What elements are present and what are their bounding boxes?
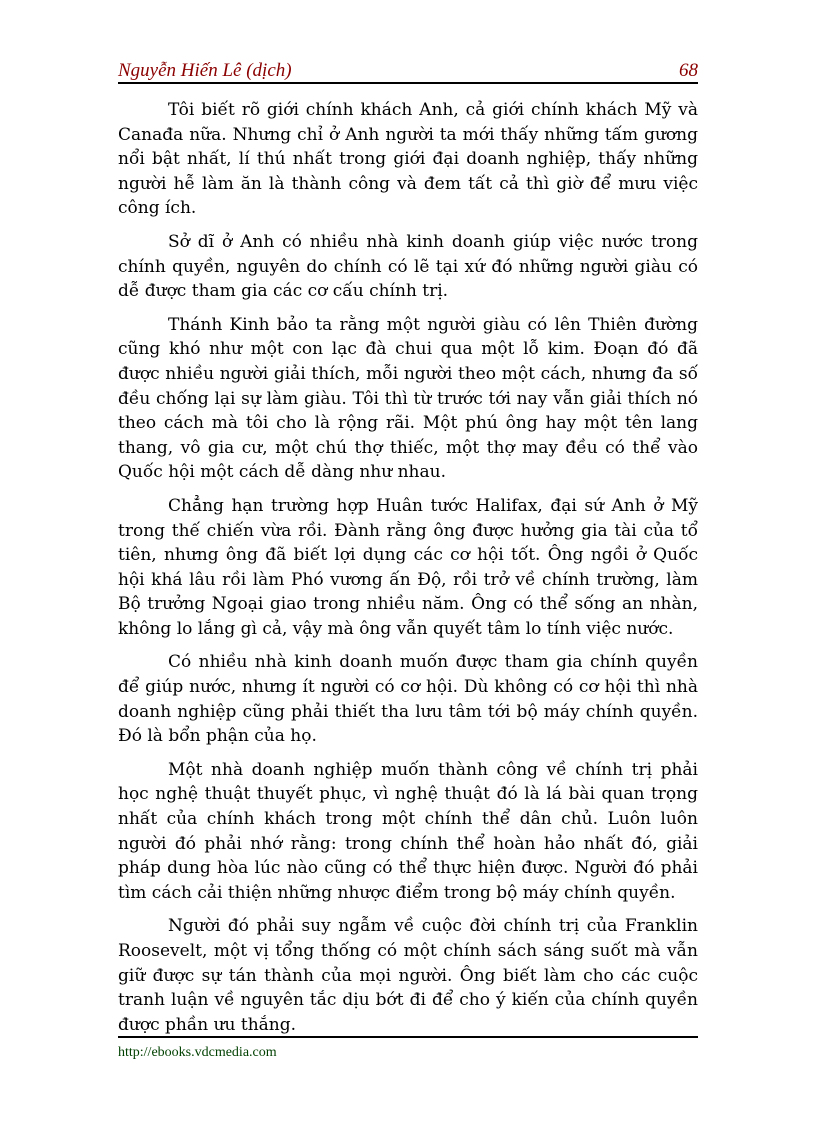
page-number: 68 [679, 60, 698, 81]
paragraph: Có nhiều nhà kinh doanh muốn được tham gia chính quyền để giúp nước, nhưng ít người có cơ hội. Dù không có cơ hội thì nhà doanh nghiệp cũng phải thiết tha lưu tâm tới bộ máy chính quyền. Đó là bổn phận của họ. [118, 652, 698, 747]
header-author: Nguyễn Hiến Lê (dịch) [118, 60, 292, 81]
footer-link[interactable]: http://ebooks.vdcmedia.com [118, 1045, 277, 1060]
paragraph: Sở dĩ ở Anh có nhiều nhà kinh doanh giúp việc nước trong chính quyền, nguyên do chính có lẽ tại xứ đó những người giàu có dễ được tham gia các cơ cấu chính trị. [118, 231, 698, 302]
page-header [118, 58, 698, 84]
paragraph: Chẳng hạn trường hợp Huân tước Halifax, đại sứ Anh ở Mỹ trong thế chiến vừa rồi. Đành rằng ông được hưởng gia tài của tổ tiên, nhưng ông đã biết lợi dụng các cơ hội tốt. Ông ngồi ở Quốc hội khá lâu rồi làm Phó vương ấn Độ, rồi trở về chính trường, làm Bộ trưởng Ngoại giao trong nhiều năm. Ông có thể sống an nhàn, không lo lắng gì cả, vậy mà ông vẫn quyết tâm lo tính việc nước. [118, 495, 698, 639]
paragraph: Tôi biết rõ giới chính khách Anh, cả giới chính khách Mỹ và Canađa nữa. Nhưng chỉ ở Anh người ta mới thấy những tấm gương nổi bật nhất, lí thú nhất trong giới đại doanh nghiệp, thấy những người hễ làm ăn là thành công và đem tất cả thì giờ để mưu việc công ích. [118, 100, 698, 219]
paragraph: Người đó phải suy ngẫm về cuộc đời chính trị của Franklin Roosevelt, một vị tổng thống có một chính sách sáng suốt mà vẫn giữ được sự tán thành của mọi người. Ông biết làm cho các cuộc tranh luận về nguyên tắc dịu bớt đi để cho ý kiến của chính quyền được phần ưu thắng. [118, 916, 698, 1035]
paragraph: Một nhà doanh nghiệp muốn thành công về chính trị phải học nghệ thuật thuyết phục, vì nghệ thuật đó là lá bài quan trọng nhất của chính khách trong một chính thể dân chủ. Luôn luôn người đó phải nhớ rằng: trong chính thể hoàn hảo nhất đó, giải pháp dung hòa lúc nào cũng có thể thực hiện được. Người đó phải tìm cách cải thiện những nhược điểm trong bộ máy chính quyền. [118, 759, 698, 903]
footer-rule [118, 1036, 698, 1038]
body-text [118, 98, 698, 1046]
paragraph: Thánh Kinh bảo ta rằng một người giàu có lên Thiên đường cũng khó như một con lạc đà chui qua một lỗ kim. Đoạn đó đã được nhiều người giải thích, mỗi người theo một cách, nhưng đa số đều chống lại sự làm giàu. Tôi thì từ trước tới nay vẫn giải thích nó theo cách mà tôi cho là rộng rãi. Một phú ông hay một tên lang thang, vô gia cư, một chú thợ thiếc, một thợ may đều có thể vào Quốc hội một cách dễ dàng như nhau. [118, 314, 698, 483]
